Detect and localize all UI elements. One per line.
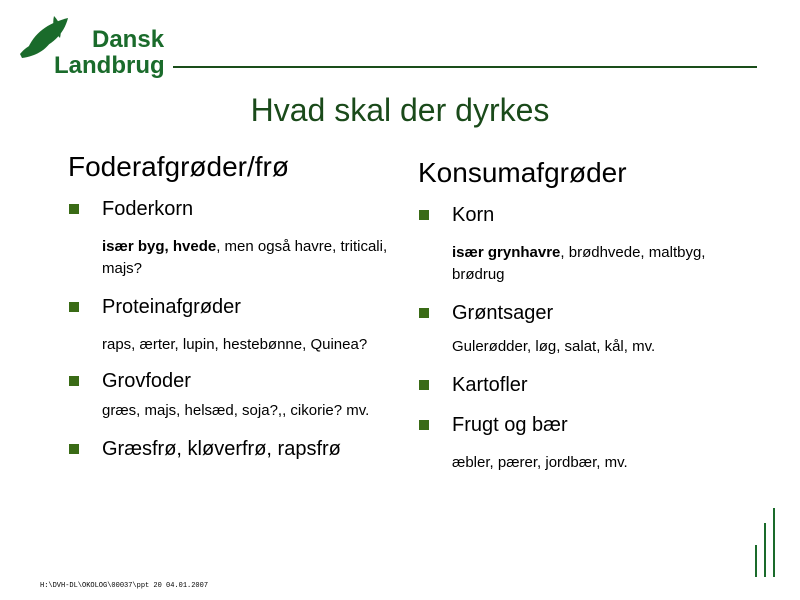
header-rule: [173, 66, 757, 68]
list-item: [418, 372, 758, 398]
decorative-bar: [755, 545, 757, 577]
left-column-heading: Foderafgrøder/frø: [68, 151, 289, 182]
list-item: [68, 436, 408, 462]
item-label: Proteinafgrøder: [102, 296, 241, 318]
item-detail-text: æbler, pærer, jordbær, mv.: [452, 454, 628, 471]
bullet-square-icon: [69, 302, 79, 312]
item-detail-bold: især byg, hvede: [102, 238, 217, 255]
list-item: [68, 368, 408, 422]
bullet-square-icon: [419, 420, 429, 430]
bullet-square-icon: [419, 308, 429, 318]
item-detail-text: , men også havre, triticali, majs?: [102, 238, 388, 277]
logo-word-landbrug: Landbrug: [54, 52, 165, 79]
bullet-square-icon: [419, 210, 429, 220]
item-label: Grovfoder: [102, 370, 191, 392]
bullet-square-icon: [69, 444, 79, 454]
list-item: [418, 412, 758, 474]
list-item: [418, 202, 758, 286]
item-label: Foderkorn: [102, 198, 194, 220]
item-detail: [102, 334, 408, 356]
item-label: Kartofler: [452, 374, 528, 396]
item-detail-text: , brødhvede, maltbyg, brødrug: [452, 244, 706, 283]
left-column: [68, 150, 408, 462]
item-detail-text: græs, majs, helsæd, soja?,, cikorie? mv.: [102, 402, 370, 419]
item-detail: [102, 236, 408, 280]
decorative-bar: [764, 523, 766, 577]
list-item: [418, 300, 758, 358]
item-detail: [452, 242, 758, 286]
list-item: [68, 294, 408, 356]
bullet-square-icon: [419, 380, 429, 390]
item-detail-text: Gulerødder, løg, salat, kål, mv.: [452, 338, 656, 355]
list-item: [68, 196, 408, 280]
slide-title: Hvad skal der dyrkes: [250, 92, 550, 128]
item-label: Frugt og bær: [452, 414, 568, 436]
bullet-square-icon: [69, 376, 79, 386]
bullet-square-icon: [69, 204, 79, 214]
item-detail-bold: især grynhavre: [452, 244, 561, 261]
item-label: Græsfrø, kløverfrø, rapsfrø: [102, 438, 341, 460]
item-label: Korn: [452, 204, 495, 226]
item-detail: [452, 336, 758, 358]
item-label: Grøntsager: [452, 302, 554, 324]
footer-path: H:\DVH-DL\OKOLOG\00037\ppt 20 04.01.2007: [40, 582, 209, 590]
item-detail: [452, 452, 758, 474]
right-column: [418, 156, 758, 474]
decorative-bar: [773, 508, 775, 577]
right-column-heading: Konsumafgrøder: [418, 157, 627, 188]
dansk-landbrug-logo: [18, 14, 168, 78]
item-detail: [102, 400, 408, 422]
item-detail-text: raps, ærter, lupin, hestebønne, Quinea?: [102, 336, 368, 353]
logo-word-dansk: Dansk: [92, 26, 165, 53]
